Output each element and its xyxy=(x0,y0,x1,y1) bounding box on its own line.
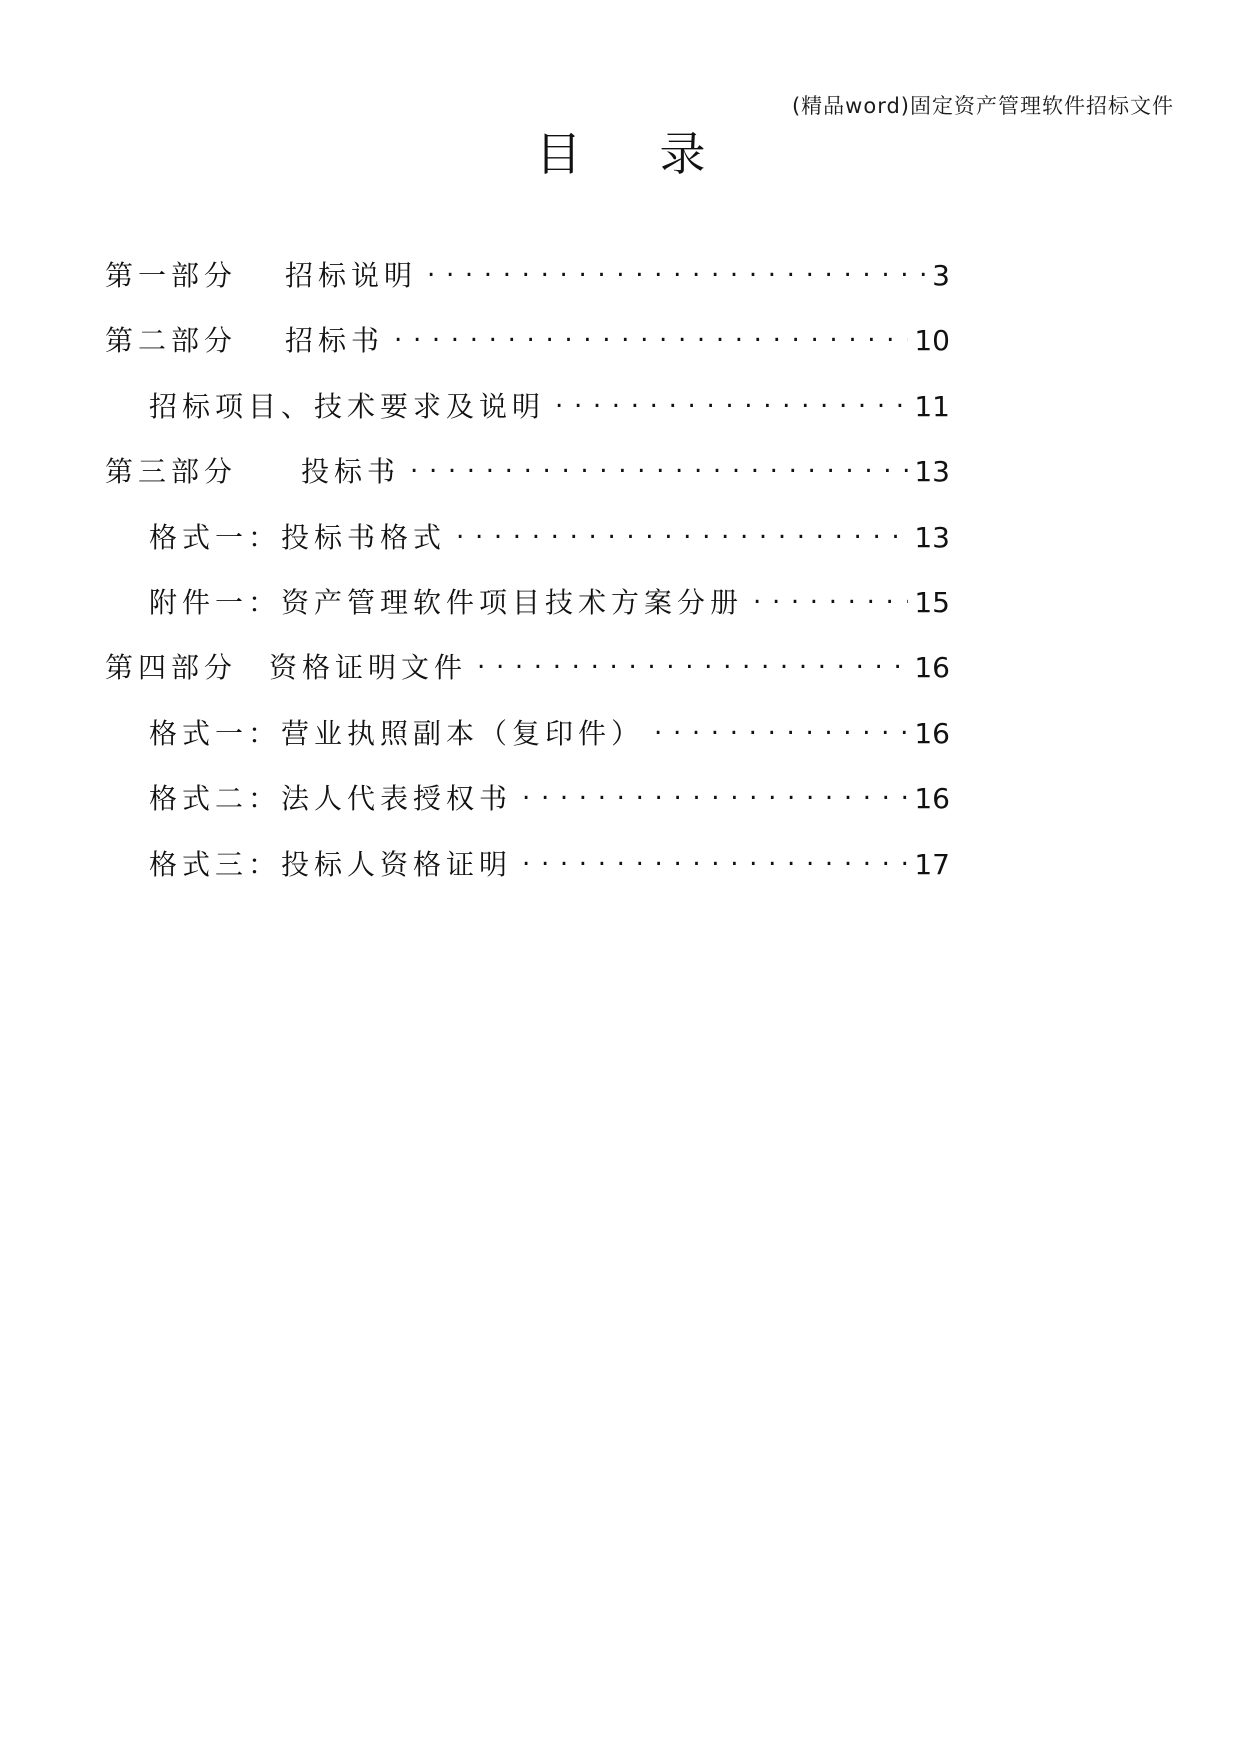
toc-entry-title: 格式一：营业执照副本（复印件） xyxy=(149,716,645,750)
toc-entry[interactable] xyxy=(105,712,950,777)
toc-entry[interactable] xyxy=(105,646,950,711)
toc-page-number: 16 xyxy=(914,716,950,750)
toc-leader-dots xyxy=(477,649,908,677)
toc-leader-dots xyxy=(654,715,908,743)
toc-entry-title: 资格证明文件 xyxy=(269,651,468,685)
toc-page-number: 13 xyxy=(914,520,950,554)
toc-page-number: 3 xyxy=(932,259,950,292)
toc-page-number: 15 xyxy=(914,585,950,619)
toc-leader-dots xyxy=(522,780,908,808)
toc-title xyxy=(0,118,1241,184)
toc-page-number: 16 xyxy=(914,651,950,685)
toc-part-label: 第三部分 xyxy=(105,455,238,489)
toc-entry[interactable] xyxy=(105,450,950,515)
toc-entry[interactable] xyxy=(105,843,950,908)
toc-entry[interactable] xyxy=(105,319,950,384)
toc-entry[interactable] xyxy=(105,385,950,450)
toc-part-label: 第一部分 xyxy=(105,259,238,292)
toc-entry[interactable] xyxy=(105,254,950,319)
toc-entry-title: 格式三：投标人资格证明 xyxy=(149,847,513,881)
toc-leader-dots xyxy=(753,584,908,612)
toc-entry-title: 招标书 xyxy=(285,324,385,358)
toc-leader-dots xyxy=(555,388,908,416)
toc-entry-title: 格式一：投标书格式 xyxy=(149,520,447,554)
toc-page-number: 11 xyxy=(914,389,950,423)
toc-page-number: 16 xyxy=(914,782,950,816)
toc-leader-dots xyxy=(410,453,908,481)
toc-entry[interactable] xyxy=(105,516,950,581)
toc-title-char: 目 xyxy=(535,127,582,181)
toc-part-label: 第二部分 xyxy=(105,324,238,358)
running-header: (精品word)固定资产管理软件招标文件 xyxy=(791,94,1174,118)
toc-entry-title: 格式二：法人代表授权书 xyxy=(149,782,513,816)
toc-leader-dots xyxy=(427,257,926,285)
toc-entry-title: 招标项目、技术要求及说明 xyxy=(149,389,546,423)
toc-entry[interactable] xyxy=(105,777,950,842)
toc-leader-dots xyxy=(522,846,908,874)
toc-entry-title: 投标书 xyxy=(301,455,401,489)
toc-entry[interactable] xyxy=(105,581,950,646)
toc-page-number: 13 xyxy=(914,455,950,489)
toc-list xyxy=(105,254,950,908)
toc-page-number: 17 xyxy=(914,847,950,881)
toc-part-label: 第四部分 xyxy=(105,651,238,685)
toc-leader-dots xyxy=(456,519,908,547)
toc-page-number: 10 xyxy=(914,324,950,358)
toc-entry-title: 招标说明 xyxy=(285,259,418,292)
toc-title-char: 录 xyxy=(659,127,706,181)
toc-entry-title: 附件一：资产管理软件项目技术方案分册 xyxy=(149,585,744,619)
toc-leader-dots xyxy=(394,322,908,350)
